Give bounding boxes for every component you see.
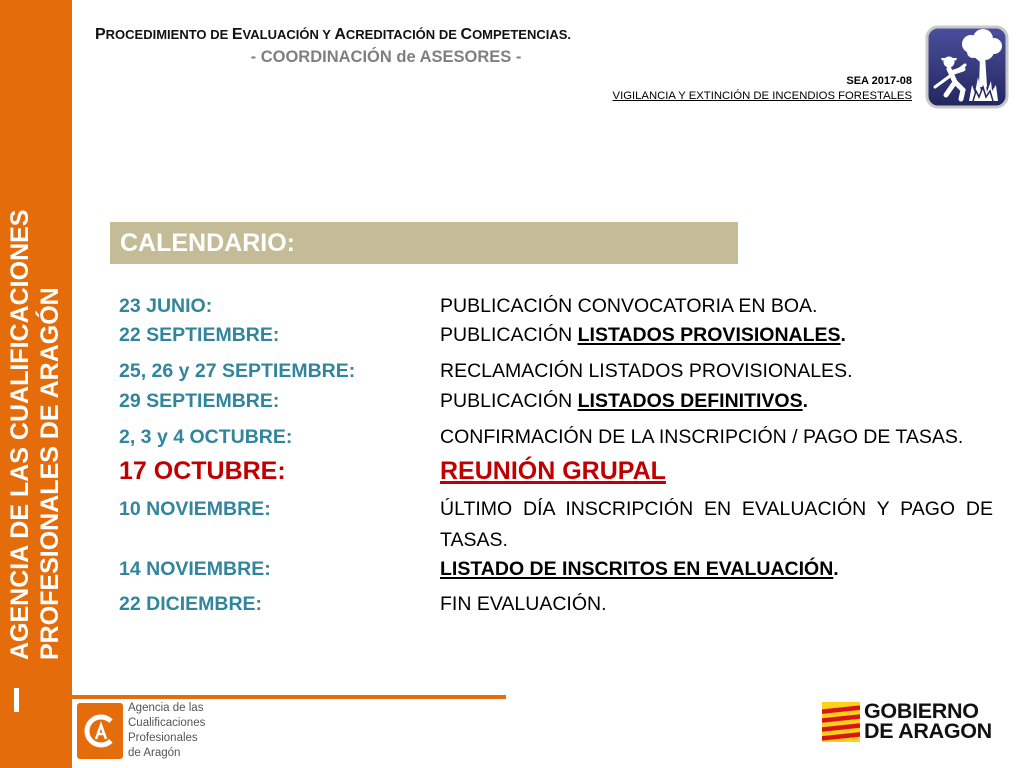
footer-divider [72, 695, 506, 699]
title-initial: E [231, 26, 243, 43]
calendar-description [440, 592, 993, 616]
calendar-date: 17 OCTUBRE: [119, 457, 286, 485]
calendar-date: 22 DICIEMBRE: [119, 593, 263, 615]
description-end: . [840, 324, 846, 346]
title-initial: P [95, 26, 106, 43]
qualification-name: VIGILANCIA Y EXTINCIÓN DE INCENDIOS FORESTALES [612, 90, 912, 102]
calendar-date: 29 SEPTIEMBRE: [119, 390, 280, 412]
government-logo-line: GOBIERNO [864, 699, 979, 723]
government-logo-line: DE ARAGON [864, 719, 992, 743]
procedure-title: PROCEDIMIENTO DE EVALUACIÓN Y ACREDITACIÓN DE COMPETENCIAS. [95, 26, 572, 43]
description-text: FIN EVALUACIÓN. [440, 593, 607, 615]
agency-logo-line: Agencia de las [128, 702, 204, 714]
calendar-description [440, 389, 993, 413]
description-end: . [802, 390, 809, 412]
agency-logo-icon [77, 703, 123, 759]
agency-logo-line: de Aragón [128, 747, 181, 759]
calendar-date: 25, 26 y 27 SEPTIEMBRE: [119, 360, 356, 382]
title-initial: C [460, 26, 473, 43]
calendar-description [440, 294, 993, 318]
title-initial: A [334, 26, 346, 43]
side-divider [14, 688, 19, 712]
calendar-date: 22 SEPTIEMBRE: [119, 324, 280, 346]
agency-vertical-title-line: PROFESIONALES DE ARAGÓN [36, 287, 64, 660]
agency-logo-text [128, 701, 205, 761]
calendar-description [440, 323, 993, 347]
description-emphasis: REUNIÓN GRUPAL [440, 457, 666, 485]
agency-logo-line: Profesionales [128, 732, 198, 744]
calendar-heading: CALENDARIO: [120, 229, 295, 257]
calendar-description [440, 425, 993, 449]
description-emphasis: LISTADO DE INSCRITOS EN EVALUACIÓN [440, 558, 834, 580]
coordination-subtitle: - COORDINACIÓN de ASESORES - [250, 48, 522, 66]
description-text: RECLAMACIÓN LISTADOS PROVISIONALES. [440, 360, 853, 382]
description-emphasis: LISTADOS PROVISIONALES [577, 324, 841, 346]
description-text: CONFIRMACIÓN DE LA INSCRIPCIÓN / PAGO DE TASAS. [440, 426, 964, 448]
description-text: PUBLICACIÓN [440, 324, 578, 346]
description-text: ÚLTIMO DÍA INSCRIPCIÓN EN EVALUACIÓN Y PAGO DE TASAS. [440, 498, 993, 551]
calendar-description [440, 557, 993, 581]
description-text: PUBLICACIÓN CONVOCATORIA EN BOA. [440, 295, 818, 317]
qualification-code: SEA 2017-08 [846, 75, 912, 87]
agency-vertical-title-line: AGENCIA DE LAS CUALIFICACIONES [6, 209, 34, 660]
government-logo-text [864, 701, 992, 741]
calendar-description [440, 456, 993, 486]
agency-logo-line: Cualificaciones [128, 717, 206, 729]
description-emphasis: LISTADOS DEFINITIVOS [577, 390, 803, 412]
description-text: PUBLICACIÓN [440, 390, 578, 412]
aragon-flag-icon [822, 702, 860, 742]
calendar-description [440, 494, 993, 556]
calendar-heading-band [110, 222, 738, 264]
calendar-date: 14 NOVIEMBRE: [119, 558, 271, 580]
calendar-description [440, 359, 993, 383]
calendar-date: 23 JUNIO: [119, 295, 213, 317]
calendar-date: 10 NOVIEMBRE: [119, 498, 271, 520]
description-end: . [833, 558, 839, 580]
firefighter-icon [925, 25, 1009, 109]
agency-vertical-title [5, 190, 65, 660]
calendar-date: 2, 3 y 4 OCTUBRE: [119, 426, 293, 448]
